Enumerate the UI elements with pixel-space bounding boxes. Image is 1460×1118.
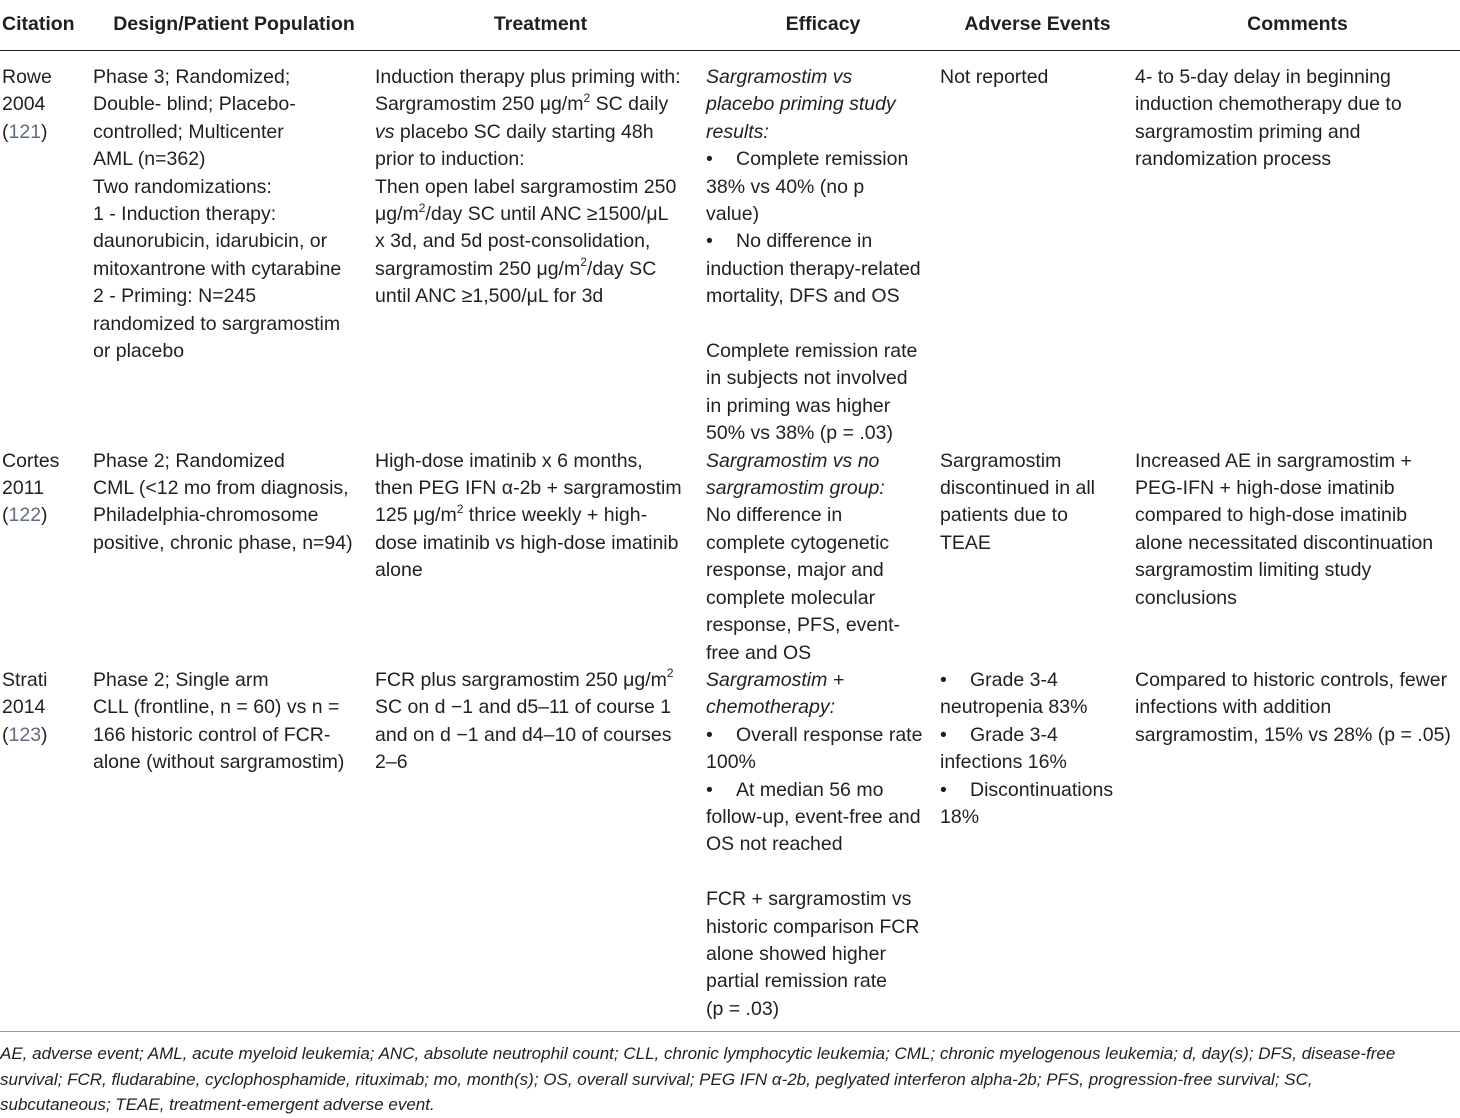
design-cell <box>93 448 375 667</box>
treatment-line: prior to induction: <box>375 148 525 171</box>
treatment-cell <box>375 667 706 1023</box>
comment-line: PEG-IFN + high-dose imatinib <box>1135 477 1395 500</box>
treatment-line: sargramostim 250 $\mu g/m^2$/day SC <box>375 255 657 280</box>
table-row <box>0 448 1460 667</box>
design-line: mitoxantrone with cytarabine <box>93 257 342 280</box>
efficacy-cell <box>706 667 940 1023</box>
comment-line: conclusions <box>1135 586 1237 609</box>
bullet-icon: • <box>706 230 713 253</box>
efficacy-line: induction therapy-related <box>706 257 921 280</box>
treatment-line: then PEG IFN α-2b + sargramostim <box>375 477 682 500</box>
efficacy-line: free and OS <box>706 641 812 664</box>
bullet-icon: • <box>940 778 947 801</box>
design-line: daunorubicin, idarubicin, or <box>93 230 328 253</box>
design-line: Two randomizations: <box>93 175 272 198</box>
adverse-line: 18% <box>940 805 980 828</box>
table-row <box>0 51 1460 448</box>
treatment-line: Then open label sargramostim 250 <box>375 175 677 198</box>
efficacy-line: value) <box>706 203 760 226</box>
treatment-line: x 3d, and 5d post-consolidation, <box>375 230 651 253</box>
efficacy-line: complete cytogenetic <box>706 531 890 554</box>
efficacy-line: in subjects not involved <box>706 367 908 390</box>
efficacy-line: alone showed higher <box>706 942 886 965</box>
efficacy-heading: sargramostim group: <box>706 477 885 500</box>
bullet-item: • Discontinuations <box>940 777 1135 804</box>
design-line: Double- blind; Placebo- <box>93 93 296 116</box>
adverse-cell <box>940 51 1135 448</box>
efficacy-line: historic comparison FCR <box>706 915 920 938</box>
efficacy-line: FCR + sargramostim vs <box>706 888 912 911</box>
footnote-line: subcutaneous; TEAE, treatment-emergent adverse event. <box>0 1095 435 1115</box>
treatment-cell <box>375 51 706 448</box>
comment-line: Compared to historic controls, fewer <box>1135 668 1448 691</box>
design-line: 166 historic control of FCR- <box>93 723 331 746</box>
comment-line: infections with addition <box>1135 696 1332 719</box>
efficacy-line: response, major and <box>706 559 884 582</box>
efficacy-line: in priming was higher <box>706 394 891 417</box>
adverse-line: patients due to <box>940 504 1068 527</box>
treatment-line: until ANC ≥1,500/μL for 3d <box>375 285 604 308</box>
treatment-line: FCR plus sargramostim 250 $\mu g/m^2$ <box>375 666 674 691</box>
bullet-item: • No difference in <box>706 228 940 255</box>
efficacy-line: No difference in <box>706 504 843 527</box>
design-line: 2 - Priming: N=245 <box>93 285 257 308</box>
treatment-line: Sargramostim 250 $\mu g/m^2$ SC daily <box>375 90 669 116</box>
treatment-line: vs placebo SC daily starting 48h <box>375 120 654 143</box>
design-line: CLL (frontline, n = 60) vs n = <box>93 696 340 719</box>
treatment-line: SC on d −1 and d5–11 of course 1 <box>375 696 672 719</box>
adverse-line: TEAE <box>940 531 991 554</box>
efficacy-line: partial remission rate <box>706 970 887 993</box>
treatment-line: 125 $\mu g/m^2$ thrice weekly + high- <box>375 501 648 527</box>
adverse-line: Sargramostim <box>940 449 1062 472</box>
design-line: Phase 3; Randomized; <box>93 66 291 88</box>
bullet-icon: • <box>940 668 947 691</box>
design-line: or placebo <box>93 340 185 363</box>
citation-year: 2004 <box>2 93 46 116</box>
citation-cell <box>0 448 93 667</box>
bullet-item: • Overall response rate <box>706 722 940 749</box>
adverse-line: neutropenia 83% <box>940 696 1088 719</box>
adverse-cell <box>940 448 1135 667</box>
footnote-line: AE, adverse event; AML, acute myeloid leukemia; ANC, absolute neutrophil count; CLL, chronic lymphocytic leukemia; CML; chronic myelogenous leukemia; d, day(s); DFS, disease-free <box>0 1044 1396 1063</box>
citation-author: Strati <box>2 668 48 691</box>
efficacy-line: 38% vs 40% (no p <box>706 175 865 198</box>
comment-line: randomization process <box>1135 148 1332 171</box>
comment-line: Increased AE in sargramostim + <box>1135 449 1412 472</box>
design-line: 1 - Induction therapy: <box>93 203 277 226</box>
treatment-line: dose imatinib vs high-dose imatinib <box>375 531 679 554</box>
efficacy-line: Complete remission rate <box>706 340 918 363</box>
header-citation: Citation <box>0 0 93 51</box>
efficacy-heading: results: <box>706 120 769 143</box>
footnote <box>0 1041 1460 1118</box>
design-cell <box>93 667 375 1023</box>
efficacy-heading: placebo priming study <box>706 93 896 116</box>
comment-line: alone necessitated discontinuation <box>1135 531 1434 554</box>
adverse-cell <box>940 667 1135 1023</box>
citation-cell <box>0 667 93 1023</box>
design-line: CML (<12 mo from diagnosis, <box>93 477 349 500</box>
header-treatment: Treatment <box>375 0 706 51</box>
bullet-icon: • <box>706 148 713 171</box>
efficacy-line: follow-up, event-free and <box>706 805 921 828</box>
treatment-line: alone <box>375 559 423 582</box>
efficacy-line: complete molecular <box>706 586 876 609</box>
reference-link[interactable]: 121 <box>8 120 42 143</box>
treatment-line: High-dose imatinib x 6 months, <box>375 449 643 472</box>
bullet-icon: • <box>940 723 947 746</box>
citation-year: 2014 <box>2 696 46 719</box>
design-line: Phase 2; Randomized <box>93 449 285 472</box>
efficacy-heading: Sargramostim vs no <box>706 449 880 472</box>
bullet-icon: • <box>706 778 713 801</box>
header-adverse-events: Adverse Events <box>940 0 1135 51</box>
design-line: randomized to sargramostim <box>93 312 341 335</box>
header-comments: Comments <box>1135 0 1460 51</box>
treatment-line: 2–6 <box>375 751 408 774</box>
efficacy-line: 50% vs 38% (p = .03) <box>706 422 893 445</box>
comment-line: compared to high-dose imatinib <box>1135 504 1408 527</box>
reference-link[interactable]: 122 <box>8 504 42 527</box>
design-line: alone (without sargramostim) <box>93 751 345 774</box>
treatment-cell <box>375 448 706 667</box>
reference-link[interactable]: 123 <box>8 723 42 746</box>
efficacy-line: mortality, DFS and OS <box>706 285 900 308</box>
efficacy-heading: chemotherapy: <box>706 696 835 719</box>
treatment-line: Induction therapy plus priming with: <box>375 66 681 88</box>
efficacy-heading: Sargramostim vs <box>706 66 853 88</box>
footnote-divider <box>0 1031 1460 1032</box>
efficacy-line: OS not reached <box>706 833 843 856</box>
bullet-item: • Complete remission <box>706 146 940 173</box>
header-design: Design/Patient Population <box>93 0 375 51</box>
footnote-line: survival; FCR, fludarabine, cyclophosphamide, rituximab; mo, month(s); OS, overall survival; PEG IFN α-2b, peglyated interferon alpha-2b; PFS, progression-free survival; SC, <box>0 1069 1313 1089</box>
efficacy-line: 100% <box>706 751 756 774</box>
comments-cell <box>1135 667 1460 1023</box>
bullet-icon: • <box>706 723 713 746</box>
efficacy-heading: Sargramostim + <box>706 668 845 691</box>
adverse-line: Not reported <box>940 66 1049 88</box>
efficacy-line: response, PFS, event- <box>706 614 901 637</box>
citation-ref: (122) <box>2 504 48 527</box>
design-line: controlled; Multicenter <box>93 120 284 143</box>
comment-line: sargramostim priming and <box>1135 120 1361 143</box>
treatment-line: and on d −1 and d4–10 of courses <box>375 723 672 746</box>
comment-line: induction chemotherapy due to <box>1135 93 1402 116</box>
comment-line: sargramostim, 15% vs 28% (p = .05) <box>1135 723 1451 746</box>
design-cell <box>93 51 375 448</box>
comment-line: sargramostim limiting study <box>1135 559 1372 582</box>
efficacy-cell <box>706 448 940 667</box>
comment-line: 4- to 5-day delay in beginning <box>1135 66 1391 88</box>
bullet-item: • Grade 3-4 <box>940 722 1135 749</box>
citation-cell <box>0 51 93 448</box>
citation-author: Rowe <box>2 66 52 88</box>
adverse-line: infections 16% <box>940 751 1067 774</box>
adverse-line: discontinued in all <box>940 477 1096 500</box>
design-line: AML (n=362) <box>93 148 206 171</box>
efficacy-cell <box>706 51 940 448</box>
bullet-item: • Grade 3-4 <box>940 667 1135 694</box>
treatment-line: $\mu g/m^2$/day SC until ANC ≥1500/μL <box>375 200 669 226</box>
citation-year: 2011 <box>2 477 44 500</box>
header-efficacy: Efficacy <box>706 0 940 51</box>
table-row <box>0 667 1460 1023</box>
efficacy-line: (p = .03) <box>706 997 780 1020</box>
citation-ref: (121) <box>2 120 48 143</box>
comments-cell <box>1135 448 1460 667</box>
comments-cell <box>1135 51 1460 448</box>
header-row <box>0 0 1460 51</box>
bullet-item: • At median 56 mo <box>706 777 940 804</box>
design-line: Phase 2; Single arm <box>93 668 269 691</box>
citation-author: Cortes <box>2 449 60 472</box>
design-line: Philadelphia-chromosome <box>93 504 319 527</box>
design-line: positive, chronic phase, n=94) <box>93 531 353 554</box>
citation-ref: (123) <box>2 723 48 746</box>
